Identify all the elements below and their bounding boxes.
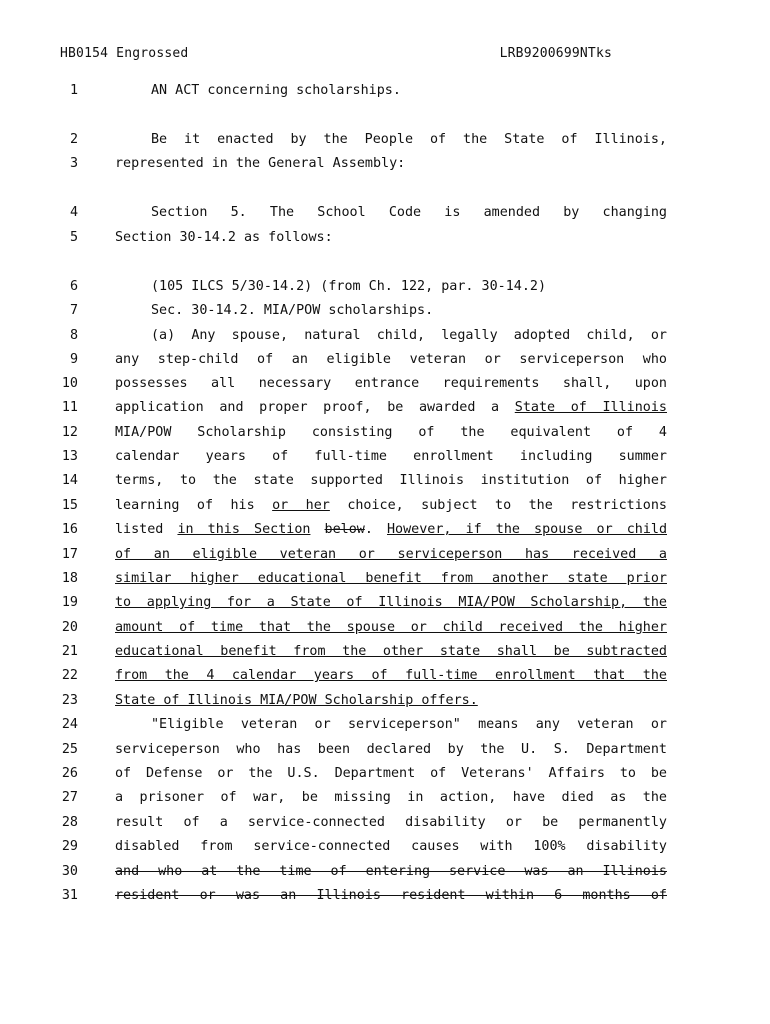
line-text — [115, 813, 667, 833]
bill-number: HB0154 Engrossed — [60, 46, 189, 61]
inserted-text: or her — [272, 498, 330, 513]
line-number: 30 — [61, 864, 78, 879]
line-number: 13 — [61, 449, 78, 464]
line-text — [115, 154, 667, 174]
text-segment: choice, subject to the restrictions — [329, 498, 667, 513]
text-segment: AN ACT concerning scholarships. — [151, 83, 401, 98]
text-segment: Be it enacted by the People of the State of Illinois, — [151, 132, 667, 147]
inserted-text: to applying for a State of Illinois MIA/POW Scholarship, the — [115, 595, 667, 610]
text-segment: Sec. 30-14.2. MIA/POW scholarships. — [151, 303, 434, 318]
line-text — [115, 520, 667, 540]
line-text — [115, 301, 667, 321]
inserted-text: in this Section — [177, 522, 311, 537]
text-segment: Section 30-14.2 as follows: — [115, 230, 333, 245]
line-number: 16 — [61, 522, 78, 537]
line-text — [115, 740, 667, 760]
line-text — [115, 545, 667, 565]
line-number: 2 — [69, 132, 78, 147]
line-text — [115, 715, 667, 735]
line-text — [115, 764, 667, 784]
text-segment: "Eligible veteran or serviceperson" means any veteran or — [151, 717, 667, 732]
line-text — [115, 277, 667, 297]
line-text — [115, 228, 667, 248]
deleted-text: below — [324, 522, 365, 537]
text-segment: disabled from service-connected causes with 100% disability — [115, 839, 667, 854]
line-number: 29 — [61, 839, 78, 854]
inserted-text: from the 4 calendar years of full-time enrollment that the — [115, 668, 667, 683]
line-number: 14 — [61, 473, 78, 488]
inserted-text: of an eligible veteran or serviceperson has received a — [115, 547, 667, 562]
line-number: 6 — [69, 279, 78, 294]
text-segment: of Defense or the U.S. Department of Veterans' Affairs to be — [115, 766, 667, 781]
line-text — [115, 788, 667, 808]
line-text — [115, 81, 667, 101]
text-segment: . — [364, 522, 387, 537]
line-text — [115, 130, 667, 150]
line-text — [115, 350, 667, 370]
deleted-text: resident or was an Illinois resident within 6 months of — [115, 888, 667, 903]
inserted-text: However, if the spouse or child — [387, 522, 667, 537]
text-segment: represented in the General Assembly: — [115, 156, 406, 171]
line-number: 5 — [69, 230, 78, 245]
line-number: 27 — [61, 790, 78, 805]
inserted-text: State of Illinois — [514, 400, 667, 415]
line-number: 31 — [61, 888, 78, 903]
text-segment: possesses all necessary entrance requirements shall, upon — [115, 376, 667, 391]
text-segment: (a) Any spouse, natural child, legally adopted child, or — [151, 328, 667, 343]
line-text — [115, 203, 667, 223]
text-segment: MIA/POW Scholarship consisting of the equivalent of 4 — [115, 425, 667, 440]
line-number: 22 — [61, 668, 78, 683]
line-number: 8 — [69, 328, 78, 343]
line-text — [115, 398, 667, 418]
line-number: 23 — [61, 693, 78, 708]
line-text — [115, 569, 667, 589]
line-number: 25 — [61, 742, 78, 757]
text-segment: result of a service-connected disability or be permanently — [115, 815, 667, 830]
line-text — [115, 862, 667, 882]
line-number: 11 — [61, 400, 78, 415]
line-number: 7 — [69, 303, 78, 318]
line-text — [115, 447, 667, 467]
line-text — [115, 326, 667, 346]
text-segment: application and proper proof, be awarded a — [115, 400, 515, 415]
line-number: 28 — [61, 815, 78, 830]
text-segment: a prisoner of war, be missing in action, have died as the — [115, 790, 667, 805]
line-number: 9 — [69, 352, 78, 367]
line-number: 24 — [61, 717, 78, 732]
line-number: 4 — [69, 205, 78, 220]
line-number: 10 — [61, 376, 78, 391]
line-number: 21 — [61, 644, 78, 659]
line-number: 18 — [61, 571, 78, 586]
line-text — [115, 837, 667, 857]
inserted-text: educational benefit from the other state shall be subtracted — [115, 644, 667, 659]
deleted-text: and who at the time of entering service was an Illinois — [115, 864, 667, 879]
line-number: 26 — [61, 766, 78, 781]
text-segment — [310, 522, 324, 537]
line-number: 20 — [61, 620, 78, 635]
lrb-number: LRB9200699NTks — [499, 46, 612, 61]
line-number: 1 — [69, 83, 78, 98]
text-segment: calendar years of full-time enrollment including summer — [115, 449, 667, 464]
line-text — [115, 374, 667, 394]
line-number: 15 — [61, 498, 78, 513]
inserted-text: amount of time that the spouse or child received the higher — [115, 620, 667, 635]
text-segment: serviceperson who has been declared by the U. S. Department — [115, 742, 667, 757]
line-number: 12 — [61, 425, 78, 440]
line-text — [115, 471, 667, 491]
line-text — [115, 666, 667, 686]
inserted-text: similar higher educational benefit from another state prior — [115, 571, 667, 586]
line-text — [115, 642, 667, 662]
line-number: 19 — [61, 595, 78, 610]
line-text — [115, 423, 667, 443]
inserted-text: State of Illinois MIA/POW Scholarship offers. — [115, 693, 478, 708]
text-segment: any step-child of an eligible veteran or serviceperson who — [115, 352, 667, 367]
line-text — [115, 886, 667, 906]
line-number: 3 — [69, 156, 78, 171]
line-text — [115, 691, 667, 711]
text-segment: listed — [115, 522, 178, 537]
text-segment: learning of his — [115, 498, 273, 513]
text-segment: terms, to the state supported Illinois institution of higher — [115, 473, 667, 488]
text-segment: Section 5. The School Code is amended by changing — [151, 205, 667, 220]
text-segment: (105 ILCS 5/30-14.2) (from Ch. 122, par. 30-14.2) — [151, 279, 547, 294]
line-text — [115, 618, 667, 638]
line-text — [115, 593, 667, 613]
line-number: 17 — [61, 547, 78, 562]
line-text — [115, 496, 667, 516]
